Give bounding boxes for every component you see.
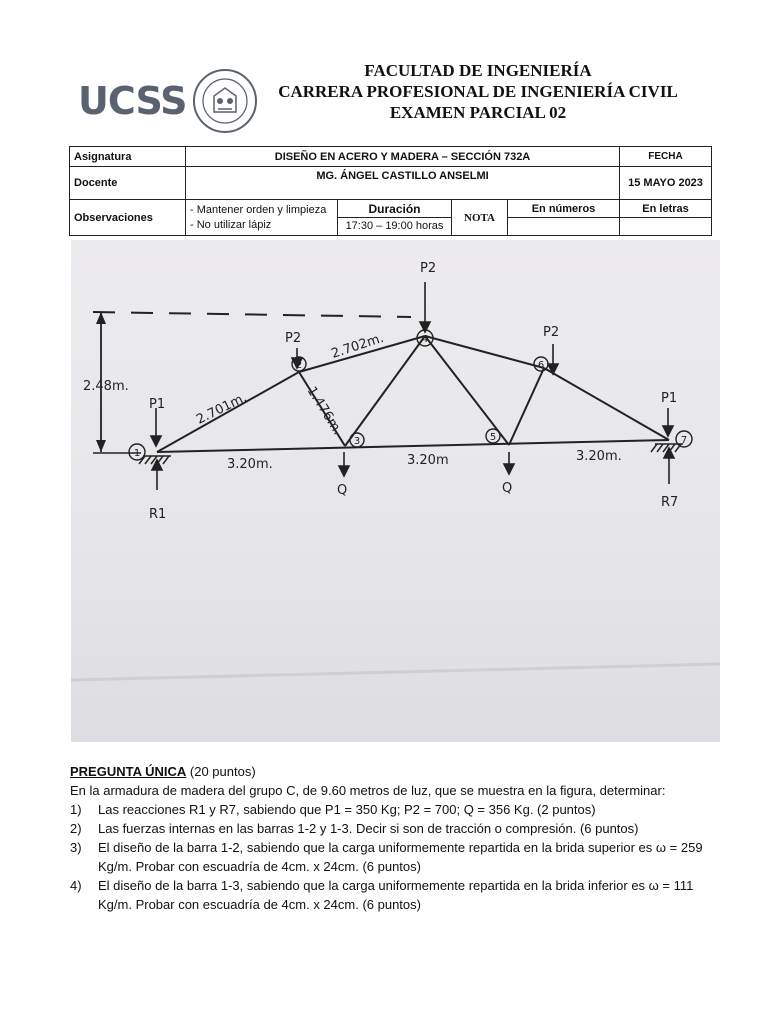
question-item <box>70 800 710 819</box>
item-number: 2) <box>70 821 82 836</box>
node-4-label: 4 <box>421 334 429 345</box>
load-p1-right-label: P1 <box>661 391 678 406</box>
bar-4-6 <box>425 336 544 368</box>
obs-item-2: - No utilizar lápiz <box>190 218 272 231</box>
bar-2-3-length-label: 1.476m. <box>303 384 345 438</box>
logo-text: UCSS <box>78 79 187 123</box>
arrow-down-icon <box>339 466 349 476</box>
career-title: CARRERA PROFESIONAL DE INGENIERÍA CIVIL <box>278 82 678 101</box>
bar-4-5 <box>425 336 509 445</box>
duracion-value: 17:30 – 19:00 horas <box>338 218 452 236</box>
exam-title: EXAMEN PARCIAL 02 <box>389 103 567 122</box>
bar-1-2-length-label: 2.701m. <box>194 390 250 428</box>
docente-label: Docente <box>70 167 186 200</box>
span-3-5-label: 3.20m <box>407 453 449 468</box>
question-item <box>70 876 710 914</box>
bar-5-6 <box>509 368 544 445</box>
arrow-down-icon <box>504 464 514 474</box>
item-text: Las fuerzas internas en las barras 1-2 y 1-3. Decir si son de tracción o compresión. (6 puntos) <box>98 821 639 836</box>
load-q-left-label: Q <box>337 483 348 498</box>
asignatura-label: Asignatura <box>70 147 186 167</box>
height-label: 2.48m. <box>83 379 129 394</box>
question-intro: En la armadura de madera del grupo C, de 9.60 metros de luz, que se muestra en la figura, determinar: <box>70 783 666 798</box>
obs-item-1: - Mantener orden y limpieza <box>190 203 327 216</box>
nota-letras-field <box>620 218 712 236</box>
node-7-label: 7 <box>680 435 688 446</box>
question-item <box>70 838 710 876</box>
load-p2-left-label: P2 <box>285 331 302 346</box>
load-p2-right-label: P2 <box>543 325 560 340</box>
fecha-label: FECHA <box>620 147 712 167</box>
item-text: El diseño de la barra 1-2, sabiendo que la carga uniformemente repartida en la brida superior es ω = 259 Kg/m. Probar con escuadría de 4cm. x 24cm. (6 puntos) <box>98 840 703 874</box>
item-number: 1) <box>70 802 82 817</box>
arrow-down-icon <box>151 436 161 446</box>
question-item <box>70 819 710 838</box>
question-header <box>70 762 710 781</box>
paper-fold-line <box>71 664 720 680</box>
figure-labels <box>83 261 678 522</box>
fecha-value: 15 MAYO 2023 <box>620 167 712 200</box>
bar-6-7 <box>544 368 669 440</box>
asignatura-value: DISEÑO EN ACERO Y MADERA – SECCIÓN 732A <box>186 147 620 167</box>
question-items <box>70 800 710 914</box>
item-number: 4) <box>70 878 82 893</box>
bar-2-4-length-label: 2.702m. <box>329 330 386 362</box>
load-p1-left-label: P1 <box>149 397 166 412</box>
node-1-label: 1 <box>133 448 141 459</box>
exam-titles <box>200 60 756 123</box>
span-1-3-label: 3.20m. <box>227 457 273 472</box>
item-text: Las reacciones R1 y R7, sabiendo que P1 = 350 Kg; P2 = 700; Q = 356 Kg. (2 puntos) <box>98 802 596 817</box>
node-5-label: 5 <box>489 432 497 443</box>
en-letras-label: En letras <box>620 200 712 218</box>
truss-diagram <box>71 240 720 742</box>
item-number: 3) <box>70 840 82 855</box>
dashed-reference-line <box>93 312 411 317</box>
observaciones-cell <box>186 200 338 236</box>
observaciones-label: Observaciones <box>70 200 186 236</box>
question-title: PREGUNTA ÚNICA <box>70 764 187 779</box>
load-p2-top-label: P2 <box>420 261 437 276</box>
question-points: (20 puntos) <box>189 764 256 779</box>
load-q-right-label: Q <box>502 481 513 496</box>
node-2-label: 2 <box>295 360 303 371</box>
faculty-title: FACULTAD DE INGENIERÍA <box>364 61 592 80</box>
duracion-label: Duración <box>338 200 452 218</box>
item-text: El diseño de la barra 1-3, sabiendo que la carga uniformemente repartida en la brida inferior es ω = 111 Kg/m. Probar con escuadría de 4cm. x 24cm. (6 puntos) <box>98 878 694 912</box>
document-header <box>0 0 768 140</box>
nota-numeros-field <box>508 218 620 236</box>
nota-label: NOTA <box>452 200 508 236</box>
question-section <box>70 762 710 914</box>
dimension-arrow-down-icon <box>96 440 106 452</box>
truss-drawing-photo <box>71 240 720 742</box>
span-5-7-label: 3.20m. <box>576 449 622 464</box>
node-labels <box>134 334 687 459</box>
arrow-down-icon <box>548 364 558 374</box>
en-numeros-label: En números <box>508 200 620 218</box>
arrow-down-icon <box>663 426 673 436</box>
exam-info-table <box>69 146 712 236</box>
node-6-label: 6 <box>537 360 545 371</box>
reaction-r7-label: R7 <box>661 495 679 510</box>
reaction-r1-label: R1 <box>149 507 167 522</box>
dimension-arrow-up-icon <box>96 312 106 324</box>
docente-value: MG. ÁNGEL CASTILLO ANSELMI <box>186 167 620 200</box>
node-3-label: 3 <box>353 436 361 447</box>
